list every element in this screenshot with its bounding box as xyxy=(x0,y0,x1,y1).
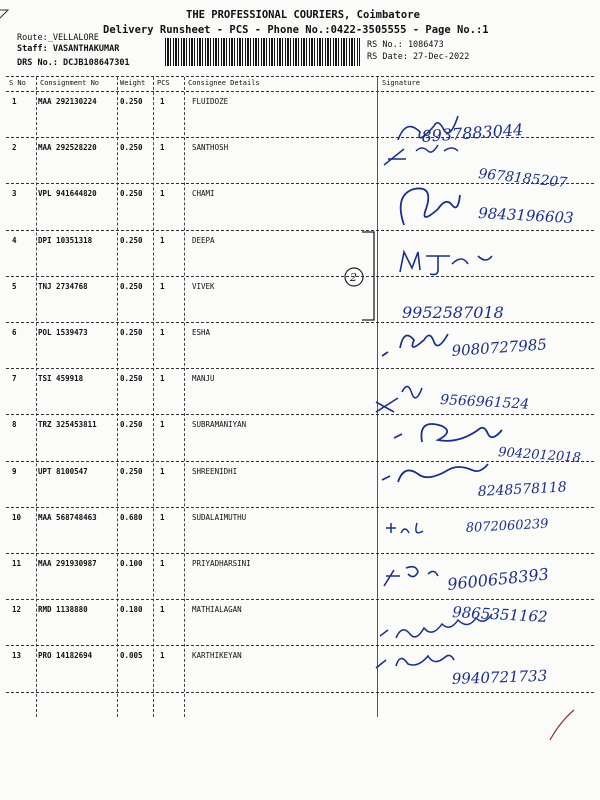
cell-consignee: CHAMI xyxy=(192,189,215,199)
header-signature: Signature xyxy=(382,79,420,87)
handwritten-phone: 9080727985 xyxy=(451,335,548,360)
signature-scribble xyxy=(376,655,454,668)
cell-sno: 8 xyxy=(12,420,17,430)
signature-scribble xyxy=(382,334,448,356)
cell-consignee: SHREENIDHI xyxy=(192,466,238,476)
handwritten-phone: 9600658393 xyxy=(446,564,550,594)
rs-number: RS No.: 1086473 xyxy=(367,40,444,50)
cell-consignee: SUBRAMANIYAN xyxy=(192,420,247,430)
cell-weight: 0.250 xyxy=(120,420,143,430)
cell-consignment: MAA 568748463 xyxy=(38,512,97,522)
header-weight: Weight xyxy=(120,79,146,87)
cell-sno: 3 xyxy=(12,189,17,199)
cell-consignee: ESHA xyxy=(192,328,211,337)
cell-consignee: KARTHIKEYAN xyxy=(192,651,242,661)
cell-sno: 13 xyxy=(12,651,22,661)
handwritten-phone: 9042012018 xyxy=(497,445,582,466)
cell-consignment: TSI 459918 xyxy=(38,374,84,384)
cell-sno: 6 xyxy=(12,328,17,337)
cell-sno: 11 xyxy=(12,559,22,568)
company-title: THE PROFESSIONAL COURIERS, Coimbatore xyxy=(186,9,420,21)
handwritten-phone: 9566961524 xyxy=(439,392,530,413)
signature-scribble xyxy=(384,145,458,165)
cell-weight: 0.100 xyxy=(120,559,143,568)
rs-date: RS Date: 27-Dec-2022 xyxy=(367,52,470,62)
cell-weight: 0.250 xyxy=(120,143,143,153)
cell-sno: 7 xyxy=(12,374,17,384)
cell-consignment: DPI 10351318 xyxy=(38,235,93,245)
pen-stroke xyxy=(550,710,574,740)
cell-consignee: PRIYADHARSINI xyxy=(192,559,251,568)
handwritten-phone: 9865351162 xyxy=(451,603,549,626)
cell-consignment: VPL 941644820 xyxy=(38,189,97,199)
bracket-mark xyxy=(362,232,374,320)
cell-consignment: TNJ 2734768 xyxy=(38,281,88,291)
cell-weight: 0.250 xyxy=(120,466,143,476)
header-consignee: Consignee Details xyxy=(188,79,260,87)
cell-pcs: 1 xyxy=(160,420,165,430)
route-label: Route:_VELLALORE xyxy=(17,33,99,43)
cell-pcs: 1 xyxy=(160,143,165,153)
cell-pcs: 1 xyxy=(160,559,165,568)
signature-scribble xyxy=(394,424,502,442)
cell-sno: 5 xyxy=(12,281,17,291)
cell-consignee: SANTHOSH xyxy=(192,143,229,153)
cell-pcs: 1 xyxy=(160,605,165,615)
cell-pcs: 1 xyxy=(160,466,165,476)
header-pcs: PCS xyxy=(157,79,170,87)
cell-consignee: VIVEK xyxy=(192,281,215,291)
cell-sno: 9 xyxy=(12,466,17,476)
drs-number: DRS No.: DCJB108647301 xyxy=(17,58,130,68)
cell-consignment: RMD 1138880 xyxy=(38,605,88,615)
cell-consignment: MAA 292130224 xyxy=(38,97,97,106)
cell-weight: 0.005 xyxy=(120,651,143,661)
cell-sno: 2 xyxy=(12,143,17,153)
cell-weight: 0.250 xyxy=(120,189,143,199)
cell-consignment: MAA 291930987 xyxy=(38,559,97,568)
cell-weight: 0.250 xyxy=(120,97,143,106)
cell-weight: 0.250 xyxy=(120,374,143,384)
handwritten-phone: 8937883044 xyxy=(420,119,524,146)
signature-scribble xyxy=(384,567,438,586)
header-consignment: Consignment No xyxy=(40,79,100,87)
cell-consignee: FLUIDOZE xyxy=(192,97,229,106)
cell-weight: 0.250 xyxy=(120,235,143,245)
handwritten-phone: 8072060239 xyxy=(465,516,549,536)
cell-pcs: 1 xyxy=(160,281,165,291)
cell-sno: 10 xyxy=(12,512,22,522)
signature-scribble xyxy=(376,386,422,412)
handwritten-phone: 9952587018 xyxy=(402,303,504,322)
cell-consignee: SUDALAIMUTHU xyxy=(192,512,247,522)
cell-consignment: POL 1539473 xyxy=(38,328,88,337)
cell-weight: 0.250 xyxy=(120,328,143,337)
cell-pcs: 1 xyxy=(160,189,165,199)
header-sno: S No xyxy=(9,79,26,87)
cell-sno: 1 xyxy=(12,97,17,106)
cell-pcs: 1 xyxy=(160,328,165,337)
cell-pcs: 1 xyxy=(160,651,165,661)
cell-pcs: 1 xyxy=(160,512,165,522)
staff-label: Staff: VASANTHAKUMAR xyxy=(17,44,120,54)
cell-consignee: MATHIALAGAN xyxy=(192,605,242,615)
handwritten-phone: 9940721733 xyxy=(451,666,548,688)
cell-pcs: 1 xyxy=(160,235,165,245)
cell-consignee: MANJU xyxy=(192,374,215,384)
cell-sno: 12 xyxy=(12,605,22,615)
cell-consignment: UPT 8100547 xyxy=(38,466,88,476)
runsheet-subtitle: Delivery Runsheet - PCS - Phone No.:0422-3505555 - Page No.:1 xyxy=(103,24,489,36)
cell-pcs: 1 xyxy=(160,374,165,384)
handwritten-phone: 8248578118 xyxy=(477,479,568,500)
cell-pcs: 1 xyxy=(160,97,165,106)
cell-weight: 0.680 xyxy=(120,512,143,522)
encircled-number-label: 2 xyxy=(350,271,357,284)
cell-consignee: DEEPA xyxy=(192,235,215,245)
signature-scribble xyxy=(382,464,488,482)
cell-consignment: MAA 292528220 xyxy=(38,143,97,153)
cell-sno: 4 xyxy=(12,235,17,245)
signature-scribble xyxy=(400,252,492,275)
cell-weight: 0.250 xyxy=(120,281,143,291)
handwritten-phone: 9678185207 xyxy=(477,166,568,192)
cell-consignment: PRO 14182694 xyxy=(38,651,93,661)
signature-scribble xyxy=(401,188,460,225)
signature-scribble xyxy=(386,523,423,533)
handwritten-phone: 9843196603 xyxy=(477,204,575,227)
cell-consignment: TRZ 325453811 xyxy=(38,420,97,430)
cell-weight: 0.180 xyxy=(120,605,143,615)
